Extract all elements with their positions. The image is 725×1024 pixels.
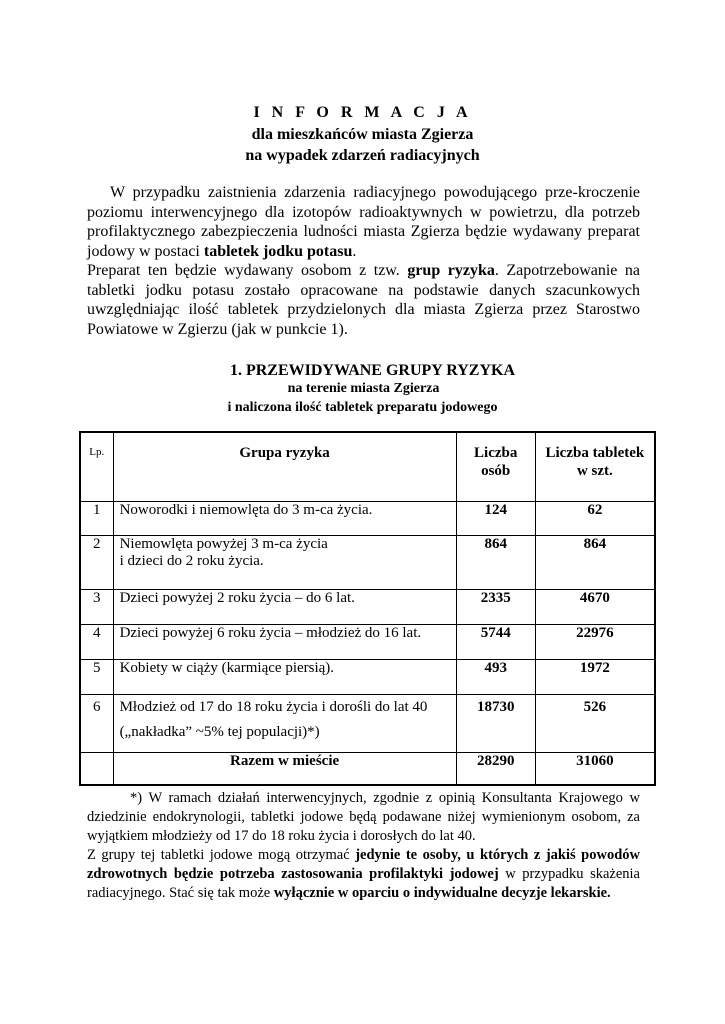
cell-group: Kobiety w ciąży (karmiące piersią). bbox=[113, 660, 456, 695]
document-subtitle-2: na wypadek zdarzeń radiacyjnych bbox=[245, 147, 480, 164]
total-persons: 28290 bbox=[456, 753, 535, 786]
cell-persons: 493 bbox=[456, 660, 535, 695]
cell-tablets: 62 bbox=[535, 502, 655, 536]
document-subtitle-1: dla mieszkańców miasta Zgierza bbox=[251, 126, 474, 143]
cell-group: Młodzież od 17 do 18 roku życia i dorośli do lat 40 („nakładka” ~5% tej populacji)*) bbox=[113, 695, 456, 753]
footnote-paragraph-1: *) W ramach działań interwencyjnych, zgodnie z opinią Konsultanta Krajowego w dziedzinie endokrynologii, tabletki jodowe będą podawane niżej wymienionym osobom, za wyjątkiem młodzieży od 17 do 18 roku życia i dorosłych do lat 40. bbox=[87, 790, 640, 844]
table-row bbox=[80, 695, 655, 753]
footnote-emphasis-2: wyłącznie w oparciu o indywidualne decyzje lekarskie. bbox=[273, 885, 611, 901]
document-title: I N F O R M A C J A bbox=[253, 104, 472, 121]
footnote-emphasis-1: jedynie te osoby, u których z jakiś powodów zdrowotnych będzie potrzeba zastosowania profilaktyki jodowej bbox=[87, 847, 640, 882]
cell-persons: 18730 bbox=[456, 695, 535, 753]
table-row bbox=[80, 590, 655, 625]
intro-paragraph-2: Preparat ten będzie wydawany osobom z tzw. grup ryzyka. Zapotrzebowanie na tabletki jodku potasu zostało opracowane na podstawie danych szacunkowych uwzględniając ilość tabletek przydzielonych dla miasta Zgierza przez Starostwo Powiatowe w Zgierzu (jak w punkcie 1). bbox=[87, 262, 641, 338]
cell-persons: 124 bbox=[456, 502, 535, 536]
section-title: 1. PRZEWIDYWANE GRUPY RYZYKA bbox=[229, 362, 516, 379]
cell-group: Noworodki i niemowlęta do 3 m-ca życia. bbox=[113, 502, 456, 536]
cell-tablets: 526 bbox=[535, 695, 655, 753]
cell-persons: 864 bbox=[456, 536, 535, 590]
cell-lp: 2 bbox=[80, 536, 113, 590]
table-total-row bbox=[80, 753, 655, 786]
intro-paragraph-1: W przypadku zaistnienia zdarzenia radiacyjnego powodującego prze-kroczenie poziomu interwencyjnego dla izotopów radioaktywnych w powietrzu, dla potrzeb profilaktycznego zabezpieczenia ludności miasta Zgierza będzie wydawany preparat jodowy w postaci tabletek jodku potasu. bbox=[87, 184, 640, 260]
cell-lp-empty bbox=[80, 753, 113, 786]
intro-text bbox=[87, 183, 640, 339]
table-header-row bbox=[80, 432, 655, 502]
header-persons: Liczba osób bbox=[456, 432, 535, 502]
risk-groups-table bbox=[79, 431, 656, 786]
header-group: Grupa ryzyka bbox=[113, 432, 456, 502]
cell-lp: 1 bbox=[80, 502, 113, 536]
header-lp: Lp. bbox=[80, 432, 113, 502]
footnote-paragraph-2: Z grupy tej tabletki jodowe mogą otrzymać jedynie te osoby, u których z jakiś powodów zdrowotnych będzie potrzeba zastosowania profilaktyki jodowej w przypadku skażenia radiacyjnego. Stać się tak może wyłącznie w oparciu o indywidualne decyzje lekarskie. bbox=[87, 847, 640, 901]
header-tablets: Liczba tabletek w szt. bbox=[535, 432, 655, 502]
intro-emphasis-tablets: tabletek jodku potasu bbox=[203, 242, 353, 260]
cell-lp: 6 bbox=[80, 695, 113, 753]
total-label: Razem w mieście bbox=[113, 753, 456, 786]
cell-tablets: 1972 bbox=[535, 660, 655, 695]
intro-emphasis-groups: grup ryzyka bbox=[407, 262, 495, 279]
cell-group: Dzieci powyżej 6 roku życia – młodzież do 16 lat. bbox=[113, 625, 456, 660]
table-row bbox=[80, 625, 655, 660]
cell-lp: 4 bbox=[80, 625, 113, 660]
cell-tablets: 864 bbox=[535, 536, 655, 590]
cell-group: Niemowlęta powyżej 3 m-ca życia i dzieci do 2 roku życia. bbox=[113, 536, 456, 590]
cell-persons: 2335 bbox=[456, 590, 535, 625]
table-row bbox=[80, 660, 655, 695]
table-row bbox=[80, 502, 655, 536]
table-row bbox=[80, 536, 655, 590]
cell-tablets: 4670 bbox=[535, 590, 655, 625]
cell-tablets: 22976 bbox=[535, 625, 655, 660]
total-tablets: 31060 bbox=[535, 753, 655, 786]
section-subtitle-1: na terenie miasta Zgierza bbox=[287, 381, 440, 396]
footnote bbox=[87, 789, 640, 903]
section-subtitle-2: i naliczona ilość tabletek preparatu jodowego bbox=[227, 400, 498, 415]
cell-lp: 3 bbox=[80, 590, 113, 625]
cell-group: Dzieci powyżej 2 roku życia – do 6 lat. bbox=[113, 590, 456, 625]
cell-lp: 5 bbox=[80, 660, 113, 695]
cell-persons: 5744 bbox=[456, 625, 535, 660]
